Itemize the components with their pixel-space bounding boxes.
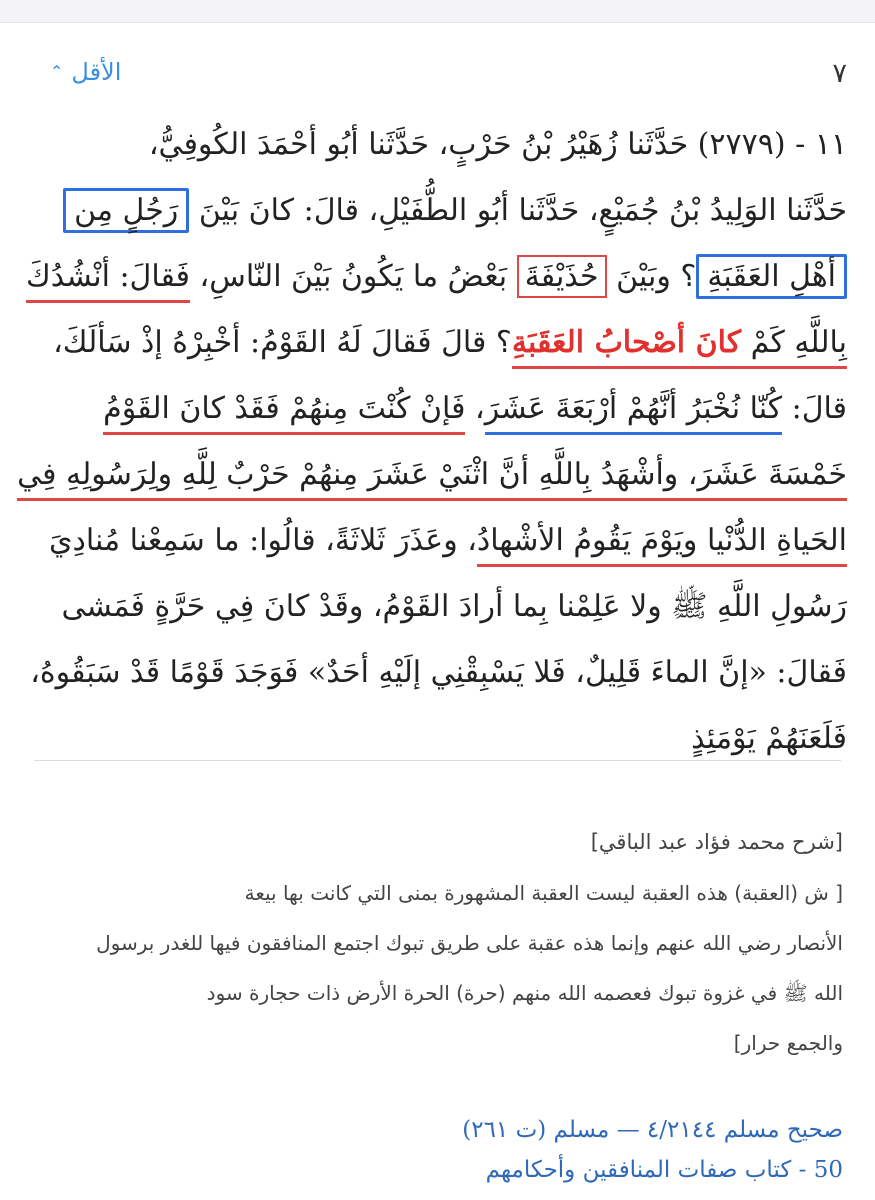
chapter-link[interactable]: 50 - كتاب صفات المنافقين وأحكامهم <box>485 1157 843 1183</box>
source-footer <box>40 1110 843 1190</box>
red-bold-text: كانَ أصْحابُ العَقَبَةِ <box>511 325 742 360</box>
explanation-line: [ ش (العقبة) هذه العقبة ليست العقبة المشهورة بمنى التي كانت بها بيعة <box>244 881 843 905</box>
hadith-line-text: بِاللَّهِ كَمْ <box>741 325 847 360</box>
hadith-line-text: بَعْضُ ما يَكُونُ بَيْنَ النّاسِ، <box>190 259 517 294</box>
highlight-box-red: حُذَيْفَةَ <box>517 255 607 298</box>
hadith-line-text: ، <box>465 391 485 426</box>
hadith-line-text: فَلَعَنَهُمْ يَوْمَئِذٍ <box>691 721 847 756</box>
hadith-line-text: حَدَّثَنا الوَلِيدُ بْنُ جُمَيْعٍ، حَدَّثَنا أبُو الطُّفَيْلِ، قالَ: كانَ بَيْنَ <box>198 193 847 228</box>
collapse-button[interactable] <box>50 58 121 86</box>
underline-red <box>512 325 847 369</box>
source-reference-link[interactable]: صحيح مسلم ٤/٢١٤٤ — مسلم (ت ٢٦١) <box>462 1117 843 1143</box>
hadith-line <box>38 508 847 574</box>
underline-red: خَمْسَةَ عَشَرَ، وأشْهَدُ بِاللَّهِ أنَّ اثْنَيْ عَشَرَ مِنهُمْ حَرْبٌ لِلَّهِ ولِرَسُولِهِ فِي <box>17 457 847 501</box>
hadith-line <box>38 574 847 640</box>
underline-red: فَقالَ: أنْشُدُكَ <box>26 259 190 303</box>
underline-red: الحَياةِ الدُّنْيا ويَوْمَ يَقُومُ الأشْهادُ <box>477 523 847 567</box>
explanation-section <box>40 822 843 1068</box>
collapse-label: الأقل <box>71 58 122 86</box>
page-number: ٧ <box>832 58 847 89</box>
hadith-line-text: ؟ وبَيْنَ <box>606 259 697 294</box>
page-header <box>50 58 847 94</box>
hadith-line-text: رَسُولِ اللَّهِ ﷺ ولا عَلِمْنا بِما أرادَ القَوْمُ، وقَدْ كانَ فِي حَرَّةٍ فَمَشى <box>61 589 847 624</box>
hadith-line-text: ، وعَذَرَ ثَلاثَةً، قالُوا: ما سَمِعْنا مُنادِيَ <box>49 523 477 558</box>
underline-red: فَإنْ كُنْتَ مِنهُمْ فَقَدْ كانَ القَوْمُ <box>103 391 465 435</box>
section-divider <box>34 760 841 761</box>
chevron-up-icon: ⌃ <box>50 61 64 81</box>
hadith-line <box>38 178 847 244</box>
explanation-line: الله ﷺ في غزوة تبوك فعصمه الله منهم (حرة) الحرة الأرض ذات حجارة سود <box>206 981 843 1005</box>
hadith-line-text: ؟ قالَ فَقالَ لَهُ القَوْمُ: أخْبِرْهُ إذْ سَألَكَ، <box>53 325 512 360</box>
hadith-line <box>38 706 847 772</box>
highlight-box-blue: رَجُلٍ مِن <box>63 188 189 233</box>
explanation-line: الأنصار رضي الله عنهم وإنما هذه عقبة على طريق تبوك اجتمع المنافقون فيها للغدر برسول <box>96 931 843 955</box>
top-bar <box>0 0 875 23</box>
hadith-line-text: فَقالَ: «إنَّ الماءَ قَلِيلٌ، فَلا يَسْبِقْنِي إلَيْهِ أحَدٌ» فَوَجَدَ قَوْمًا قَدْ سَبَقُوهُ، <box>30 655 847 690</box>
hadith-line <box>38 112 847 178</box>
hadith-line <box>38 310 847 376</box>
explanation-line: والجمع حرار] <box>733 1031 843 1055</box>
explanation-title: [شرح محمد فؤاد عبد الباقي] <box>590 830 843 854</box>
hadith-line <box>30 640 847 706</box>
hadith-line-text: قالَ: <box>782 391 847 426</box>
hadith-text <box>17 112 847 772</box>
hadith-line <box>17 442 847 508</box>
hadith-line <box>38 376 847 442</box>
hadith-line-text: ١١ - (٢٧٧٩) حَدَّثَنا زُهَيْرُ بْنُ حَرْبٍ، حَدَّثَنا أبُو أحْمَدَ الكُوفِيُّ، <box>148 127 847 162</box>
underline-blue: كُنّا نُخْبَرُ أنَّهُمْ أرْبَعَةَ عَشَرَ <box>485 391 782 435</box>
hadith-line <box>25 244 847 310</box>
highlight-box-blue: أهْلِ العَقَبَةِ <box>696 254 847 299</box>
